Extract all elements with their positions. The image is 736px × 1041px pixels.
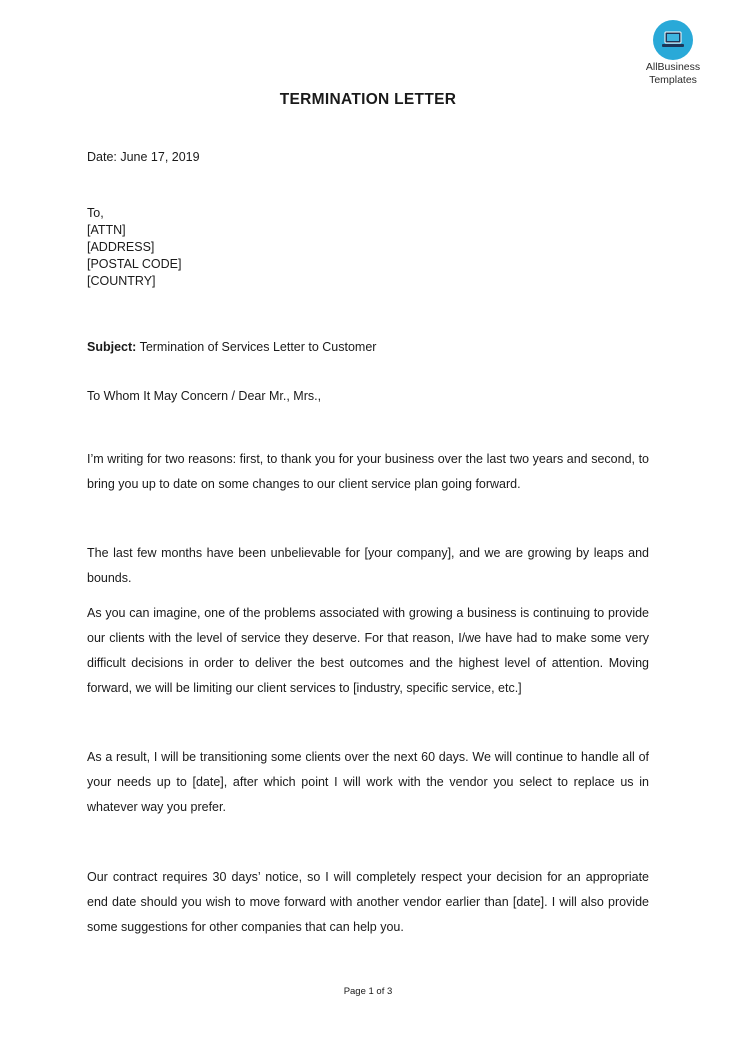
recipient-attn: [ATTN] [87, 223, 126, 237]
paragraph-4: As a result, I will be transitioning some clients over the next 60 days. We will continue to handle all of your needs up to [date], after which point I will work with the vendor you select to replace us in whatever way you prefer. [87, 750, 649, 814]
recipient-postal-code: [POSTAL CODE] [87, 257, 182, 271]
paragraph-3: As you can imagine, one of the problems associated with growing a business is continuing to provide our clients with the level of service they deserve. For that reason, I/we have had to make some very difficult decisions in order to deliver the best outcomes and the highest level of attention. Moving forward, we will be limiting our client services to [industry, specific service, etc.] [87, 606, 649, 695]
subject-line [87, 339, 649, 356]
subject-label: Subject: [87, 340, 137, 354]
recipient-to: To, [87, 206, 104, 220]
page-number-footer: Page 1 of 3 [343, 986, 393, 997]
paragraph-1: I’m writing for two reasons: first, to thank you for your business over the last two years and second, to bring you up to date on some changes to our client service plan going forward. [87, 452, 649, 491]
recipient-block [87, 205, 649, 290]
logo-text-line1: AllBusiness [645, 61, 701, 73]
logo-text-line2: Templates [649, 74, 697, 86]
letter-date: Date: June 17, 2019 [87, 150, 200, 164]
recipient-address: [ADDRESS] [87, 240, 155, 254]
allbusiness-templates-logo [638, 20, 708, 86]
paragraph-5: Our contract requires 30 days’ notice, so I will completely respect your decision for an appropriate end date should you wish to move forward with another vendor earlier than [date]. I will also provide some suggestions for other companies that can help you. [87, 870, 649, 934]
laptop-icon [653, 20, 693, 60]
paragraph-2: The last few months have been unbelievable for [your company], and we are growing by leaps and bounds. [87, 546, 649, 585]
salutation: To Whom It May Concern / Dear Mr., Mrs., [87, 389, 322, 403]
document-title: TERMINATION LETTER [279, 91, 457, 108]
subject-text: Termination of Services Letter to Customer [139, 340, 377, 354]
recipient-country: [COUNTRY] [87, 274, 156, 288]
